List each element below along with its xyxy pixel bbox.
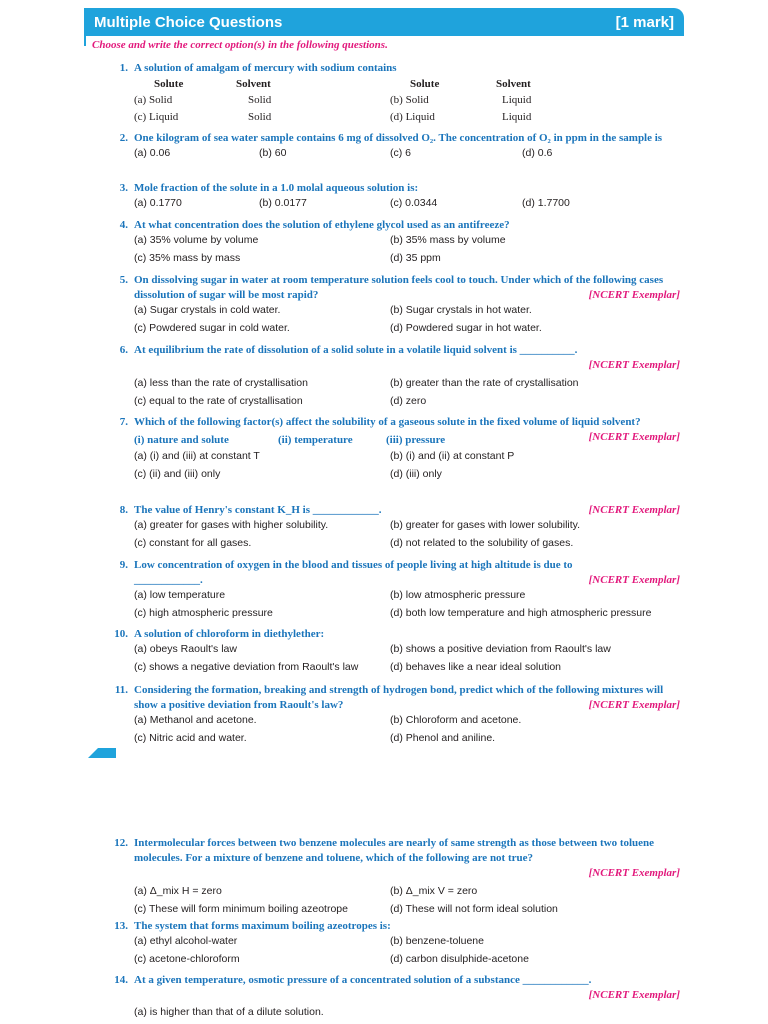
option-a[interactable]: (a) 0.06: [134, 147, 171, 159]
option-b[interactable]: (b) greater than the rate of crystallisation: [390, 377, 579, 389]
option-d[interactable]: (d) (iii) only: [390, 468, 442, 480]
source-tag: [NCERT Exemplar]: [588, 867, 680, 879]
option-c[interactable]: (c) 6: [390, 147, 411, 159]
factor-3: (iii) pressure: [386, 434, 446, 446]
option-c[interactable]: (c) Powdered sugar in cold water.: [134, 322, 290, 334]
question-1: [100, 61, 680, 127]
header-solvent-2: Solvent: [496, 78, 531, 90]
option-b[interactable]: (b) (i) and (ii) at constant P: [390, 450, 515, 462]
question-blank: ____________.: [134, 574, 203, 586]
question-text: Mole fraction of the solute in a 1.0 molal aqueous solution is:: [134, 182, 419, 194]
option-a[interactable]: (a) Δ_mix H = zero: [134, 885, 222, 897]
option-c[interactable]: (c) 35% mass by mass: [134, 252, 241, 264]
option-row: [134, 110, 680, 127]
question-number: 13.: [114, 920, 128, 932]
question-text: Which of the following factor(s) affect the solubility of a gaseous solute in the fixed volume of liquid solvent?: [134, 416, 641, 428]
source-tag: [NCERT Exemplar]: [588, 574, 680, 586]
question-14: [100, 973, 680, 1023]
option-d[interactable]: (d) 0.6: [522, 147, 553, 159]
option-b[interactable]: (b) Chloroform and acetone.: [390, 714, 522, 726]
option-a[interactable]: (a) obeys Raoult's law: [134, 643, 237, 655]
question-text: Considering the formation, breaking and strength of hydrogen bond, predict which of the following mixtures will show a positive deviation from Raoult's law?: [134, 684, 664, 711]
question-13: [100, 919, 680, 970]
question-text: Intermolecular forces between two benzene molecules are nearly of same strength as those between two toluene molecules. For a mixture of benzene and toluene, which of the following are not true?: [134, 837, 655, 864]
option-c[interactable]: (c) These will form minimum boiling azeotrope: [134, 903, 348, 915]
source-tag: [NCERT Exemplar]: [588, 504, 680, 516]
question-text: The value of Henry's constant K_H is ____________.: [134, 504, 382, 516]
question-number: 11.: [114, 684, 128, 696]
option-d[interactable]: (d) 35 ppm: [390, 252, 441, 264]
option-a[interactable]: (a) low temperature: [134, 589, 226, 601]
option-d[interactable]: (d) 1.7700: [522, 197, 570, 209]
source-tag: [NCERT Exemplar]: [588, 289, 680, 301]
option-c[interactable]: (c) shows a negative deviation from Raoult's law: [134, 661, 359, 673]
option-a[interactable]: (a) 0.1770: [134, 197, 182, 209]
header-solvent: Solvent: [236, 78, 271, 90]
option-d[interactable]: (d) behaves like a near ideal solution: [390, 661, 562, 673]
option-b[interactable]: (b) 35% mass by volume: [390, 234, 506, 246]
option-c[interactable]: (c) Liquid: [134, 111, 179, 123]
section-marks: [1 mark]: [615, 13, 674, 31]
question-number: 4.: [119, 219, 128, 231]
factor-list: [134, 433, 680, 449]
question-number: 2.: [119, 132, 128, 144]
option-d[interactable]: (d) Phenol and aniline.: [390, 732, 496, 744]
question-text: A solution of chloroform in diethylether:: [134, 628, 325, 640]
header-solute-2: Solute: [410, 78, 440, 90]
option-d[interactable]: (d) Liquid: [390, 111, 435, 123]
question-text: On dissolving sugar in water at room temperature solution feels cool to touch. Under which of the following cases dissolution of sugar will be most rapid?: [134, 274, 664, 301]
option-a-solvent: Solid: [248, 94, 272, 106]
option-a[interactable]: (a) greater for gases with higher solubility.: [134, 519, 329, 531]
option-d[interactable]: (d) zero: [390, 395, 427, 407]
question-11: [100, 683, 680, 749]
question-7: [100, 415, 680, 485]
option-c[interactable]: (c) acetone-chloroform: [134, 953, 240, 965]
option-a[interactable]: (a) 35% volume by volume: [134, 234, 259, 246]
question-number: 10.: [114, 628, 128, 640]
question-text: Low concentration of oxygen in the blood and tissues of people living at high altitude is due to: [134, 559, 573, 571]
option-c[interactable]: (c) Nitric acid and water.: [134, 732, 247, 744]
option-c[interactable]: (c) high atmospheric pressure: [134, 607, 273, 619]
option-a[interactable]: (a) Sugar crystals in cold water.: [134, 304, 281, 316]
question-6: [100, 343, 680, 412]
option-b[interactable]: (b) 60: [259, 147, 287, 159]
question-3: [100, 181, 680, 214]
question-number: 14.: [114, 974, 128, 986]
question-number: 3.: [119, 182, 128, 194]
option-b[interactable]: (b) 0.0177: [259, 197, 307, 209]
question-number: 12.: [114, 837, 128, 849]
option-c[interactable]: (c) constant for all gases.: [134, 537, 252, 549]
option-b[interactable]: (b) Δ_mix V = zero: [390, 885, 478, 897]
factor-2: (ii) temperature: [278, 434, 353, 446]
option-d[interactable]: (d) These will not form ideal solution: [390, 903, 558, 915]
option-c[interactable]: (c) (ii) and (iii) only: [134, 468, 221, 480]
option-d[interactable]: (d) not related to the solubility of gases.: [390, 537, 574, 549]
section-title: Multiple Choice Questions: [94, 13, 283, 31]
option-b[interactable]: (b) benzene-toluene: [390, 935, 484, 947]
source-tag: [NCERT Exemplar]: [588, 359, 680, 371]
section-banner: [84, 8, 684, 36]
option-b[interactable]: (b) greater for gases with lower solubility.: [390, 519, 581, 531]
question-number: 1.: [119, 62, 128, 74]
question-2: [100, 131, 680, 164]
question-5: [100, 273, 680, 339]
option-d[interactable]: (d) both low temperature and high atmospheric pressure: [390, 607, 652, 619]
option-b[interactable]: (b) Sugar crystals in hot water.: [390, 304, 532, 316]
banner-edge: [84, 36, 86, 46]
option-b[interactable]: (b) low atmospheric pressure: [390, 589, 526, 601]
option-d[interactable]: (d) carbon disulphide-acetone: [390, 953, 529, 965]
question-text: A solution of amalgam of mercury with sodium contains: [134, 62, 397, 74]
option-b[interactable]: (b) Solid: [390, 94, 429, 106]
question-text: At a given temperature, osmotic pressure of a concentrated solution of a substance ____________.: [134, 974, 592, 986]
instruction-text: Choose and write the correct option(s) in the following questions.: [92, 39, 388, 51]
factor-1: (i) nature and solute: [134, 434, 229, 446]
question-number: 9.: [119, 559, 128, 571]
question-number: 5.: [119, 274, 128, 286]
question-12: [100, 836, 680, 920]
source-tag: [NCERT Exemplar]: [588, 431, 680, 443]
question-number: 7.: [119, 416, 128, 428]
option-a[interactable]: (a) (i) and (iii) at constant T: [134, 450, 260, 462]
question-4: [100, 218, 680, 269]
question-8: [100, 503, 680, 554]
question-10: [100, 627, 680, 678]
question-number: 8.: [119, 504, 128, 516]
source-tag: [NCERT Exemplar]: [588, 699, 680, 711]
option-c[interactable]: (c) 0.0344: [390, 197, 438, 209]
option-d[interactable]: (d) Powdered sugar in hot water.: [390, 322, 542, 334]
option-c[interactable]: (c) equal to the rate of crystallisation: [134, 395, 303, 407]
option-row: [134, 93, 680, 110]
question-text: The system that forms maximum boiling azeotropes is:: [134, 920, 391, 932]
source-tag: [NCERT Exemplar]: [588, 989, 680, 1001]
option-b-solvent: Liquid: [502, 94, 532, 106]
option-a[interactable]: (a) Methanol and acetone.: [134, 714, 257, 726]
page-corner-mark: [88, 748, 116, 758]
option-d-solvent: Liquid: [502, 111, 532, 123]
option-a[interactable]: (a) ethyl alcohol-water: [134, 935, 238, 947]
column-headers: [134, 77, 680, 93]
option-a[interactable]: (a) less than the rate of crystallisation: [134, 377, 308, 389]
option-b[interactable]: (b) shows a positive deviation from Raoult's law: [390, 643, 611, 655]
question-text: One kilogram of sea water sample contains 6 mg of dissolved O₂. The concentration of O₂ in ppm in the sample is: [134, 132, 663, 144]
option-c-solvent: Solid: [248, 111, 272, 123]
option-a[interactable]: (a) Solid: [134, 94, 173, 106]
header-solute: Solute: [154, 78, 184, 90]
question-text: At what concentration does the solution of ethylene glycol used as an antifreeze?: [134, 219, 510, 231]
question-number: 6.: [119, 344, 128, 356]
question-9: [100, 558, 680, 624]
option-a[interactable]: (a) is higher than that of a dilute solution.: [134, 1006, 324, 1018]
question-text: At equilibrium the rate of dissolution of a solid solute in a volatile liquid solvent is __________.: [134, 344, 578, 356]
